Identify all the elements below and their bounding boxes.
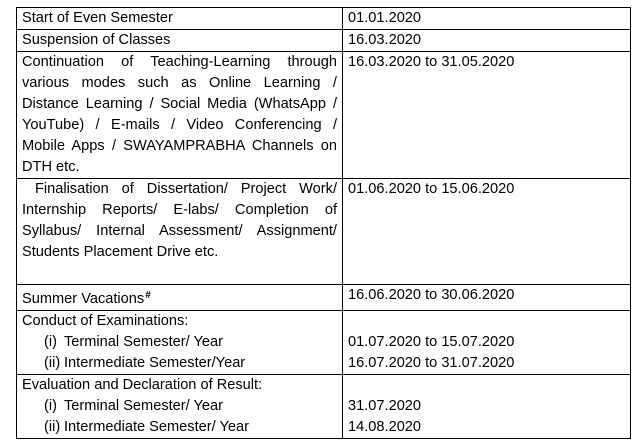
item-label: Intermediate Semester/ Year [64, 419, 249, 435]
item-label: Terminal Semester/ Year [64, 398, 223, 414]
section-heading: Evaluation and Declaration of Result: [22, 377, 263, 393]
table-row [17, 375, 631, 439]
item-number: (ii) [44, 419, 61, 435]
activity-cell: Start of Even Semester [17, 8, 343, 30]
section-heading: Conduct of Examinations: [22, 313, 189, 329]
list-item [22, 417, 337, 438]
item-number: (i) [44, 398, 57, 414]
date-cell: 16.03.2020 [343, 30, 631, 52]
activity-cell [17, 375, 343, 439]
activity-cell [17, 311, 343, 375]
item-date: 16.07.2020 to 31.07.2020 [348, 355, 515, 371]
activity-cell [17, 179, 343, 285]
table-row [17, 311, 631, 375]
date-cell: 16.03.2020 to 31.05.2020 [343, 52, 631, 179]
footnote-marker: # [145, 290, 151, 301]
activity-cell [17, 285, 343, 311]
date-cell: 01.01.2020 [343, 8, 631, 30]
item-date: 31.07.2020 [348, 398, 422, 414]
table-row [17, 179, 631, 285]
item-label: Intermediate Semester/Year [64, 355, 246, 371]
date-cell: 01.06.2020 to 15.06.2020 [343, 179, 631, 285]
item-label: Terminal Semester/ Year [64, 334, 223, 350]
date-cell: 16.06.2020 to 30.06.2020 [343, 285, 631, 311]
spacer [348, 311, 625, 332]
item-date: 01.07.2020 to 15.07.2020 [348, 334, 515, 350]
item-date: 14.08.2020 [348, 419, 422, 435]
activity-cell: Continuation of Teaching-Learning through various modes such as Online Learning / Distance Learning / Social Media (WhatsApp / YouTube) / E-mails / Video Conferencing / Mobile Apps / SWAYAMPRABHA Channels on DTH etc. [17, 52, 343, 179]
activity-text: Summer Vacations [22, 291, 145, 307]
activity-text: Finalisation of Dissertation/ Project Work/ Internship Reports/ E-labs/ Completion of Syllabus/ Internal Assessment/ Assignment/ Students Placement Drive etc. [22, 181, 342, 260]
spacer [348, 375, 625, 396]
item-number: (ii) [44, 355, 61, 371]
date-cell [343, 311, 631, 375]
item-number: (i) [44, 334, 57, 350]
list-item [22, 396, 337, 417]
table-row [17, 52, 631, 179]
table-row [17, 285, 631, 311]
date-cell [343, 375, 631, 439]
academic-calendar-table [16, 7, 631, 439]
list-item [22, 353, 337, 374]
table-row [17, 8, 631, 30]
table-row [17, 30, 631, 52]
list-item [22, 332, 337, 353]
activity-cell: Suspension of Classes [17, 30, 343, 52]
